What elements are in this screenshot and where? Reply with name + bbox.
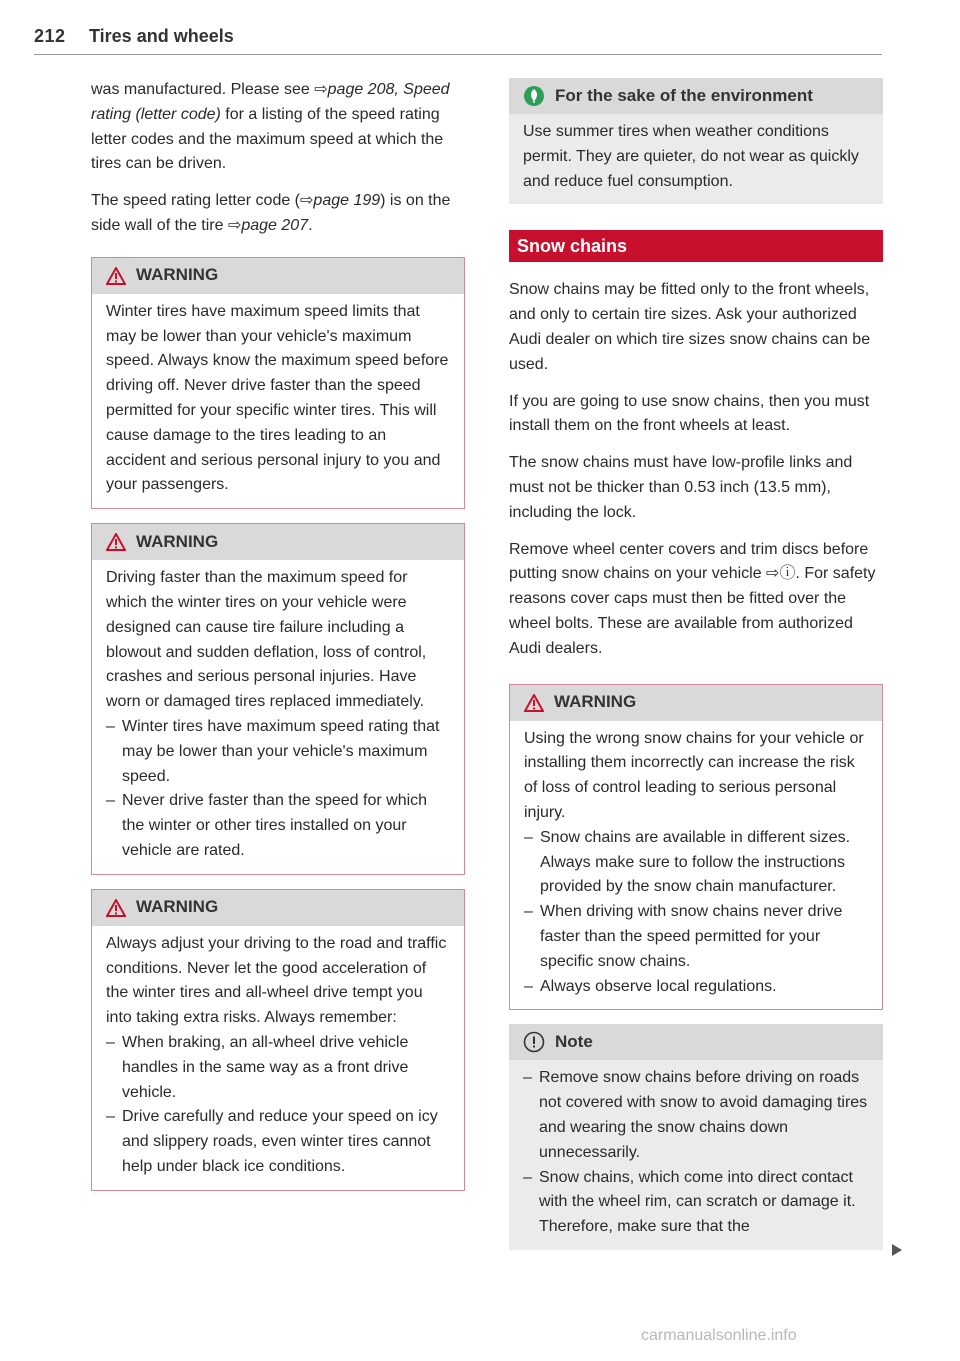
warning-list [106, 1031, 450, 1180]
environment-leaf-icon [523, 85, 545, 107]
note-list [523, 1066, 869, 1240]
warning-header: WARNING [510, 685, 882, 721]
cross-reference-link[interactable]: ⇨page 208, Speed rating (letter code) [91, 81, 450, 123]
paragraph: was manufactured. Please see ⇨page 208, Speed rating (letter code) for a listing of the speed rating letter codes and the maximum speed at which the tires can be driven. [91, 81, 450, 173]
warning-box [91, 257, 465, 509]
chapter-title: Tires and wheels [89, 26, 234, 46]
list-item: – When driving with snow chains never drive faster than the speed permitted for your specific snow chains. [524, 900, 868, 974]
cross-reference-link[interactable]: ⇨ⓘ [766, 565, 796, 583]
paragraph: The snow chains must have low-profile links and must not be thicker than 0.53 inch (13.5 mm), including the lock. [509, 454, 853, 521]
footer-watermark: carmanualsonline.info [641, 1327, 797, 1344]
right-column [509, 78, 883, 1264]
continue-arrow-icon [892, 1244, 902, 1256]
warning-body [92, 560, 464, 874]
warning-body [510, 721, 882, 1010]
list-item: – Remove snow chains before driving on roads not covered with snow to avoid damaging tires and wearing the snow chains down unnecessarily. [523, 1066, 869, 1165]
page-header [34, 26, 882, 55]
warning-text: Always adjust your driving to the road and traffic conditions. Never let the good acceleration of the winter tires and all-wheel drive tempt you into taking extra risks. Always remember: [106, 934, 447, 1027]
list-item: – Snow chains, which come into direct contact with the wheel rim, can scratch or damage it. Therefore, make sure that the [523, 1166, 869, 1240]
left-column [91, 78, 465, 1205]
list-item: – Drive carefully and reduce your speed on icy and slippery roads, even winter tires cannot help under black ice conditions. [106, 1105, 450, 1179]
warning-header: WARNING [92, 258, 464, 294]
warning-triangle-icon [106, 267, 126, 285]
paragraph: Remove wheel center covers and trim discs before putting snow chains on your vehicle ⇨ⓘ. For safety reasons cover caps must then be fitted over the wheel bolts. These are available from authorized Audi dealers. [509, 540, 876, 657]
warning-header: WARNING [92, 524, 464, 560]
paragraph: The speed rating letter code (⇨page 199) is on the side wall of the tire ⇨page 207. [91, 192, 451, 234]
warning-box [91, 523, 465, 875]
warning-list [106, 715, 450, 864]
cross-reference-link[interactable]: ⇨page 199 [300, 192, 381, 210]
page-number: 212 [34, 26, 66, 46]
warning-triangle-icon [106, 533, 126, 551]
list-item: – When braking, an all-wheel drive vehicle handles in the same way as a front drive vehicle. [106, 1031, 450, 1105]
warning-list [524, 826, 868, 1000]
warning-body [92, 294, 464, 508]
note-header: Note [509, 1024, 883, 1060]
list-item: – Snow chains are available in different sizes. Always make sure to follow the instructions provided by the snow chain manufacturer. [524, 826, 868, 900]
warning-box [509, 684, 883, 1011]
warning-text: Driving faster than the maximum speed for which the winter tires on your vehicle were designed can cause tire failure including a blowout and sudden deflation, loss of control, crashes and serious personal injuries. Have worn or damaged tires replaced immediately. [106, 569, 427, 711]
section-heading: Snow chains [509, 230, 883, 262]
note-exclamation-icon [523, 1031, 545, 1053]
paragraph: Snow chains may be fitted only to the front wheels, and only to certain tire sizes. Ask your authorized Audi dealer on which tire sizes snow chains can be used. [509, 281, 871, 373]
note-body [509, 1060, 883, 1250]
environment-header: For the sake of the environment [509, 78, 883, 114]
warning-header: WARNING [92, 890, 464, 926]
environment-body [509, 114, 883, 204]
environment-text: Use summer tires when weather conditions permit. They are quieter, do not wear as quickly and reduce fuel consumption. [523, 123, 859, 190]
warning-triangle-icon [106, 899, 126, 917]
list-item: – Winter tires have maximum speed rating that may be lower than your vehicle's maximum speed. [106, 715, 450, 789]
warning-body [92, 926, 464, 1190]
paragraph: If you are going to use snow chains, then you must install them on the front wheels at least. [509, 392, 870, 435]
warning-text: Winter tires have maximum speed limits that may be lower than your vehicle's maximum speed. Always know the maximum speed before driving off. Never drive faster than the speed permitted for your specific winter tires. This will cause damage to the tires leading to an accident and serious personal injury to you and your passengers. [106, 302, 449, 494]
cross-reference-link[interactable]: ⇨page 207 [227, 216, 309, 234]
warning-text: Using the wrong snow chains for your vehicle or installing them incorrectly can increase the risk of loss of control leading to serious personal injury. [524, 729, 864, 821]
list-item: – Always observe local regulations. [524, 975, 868, 1000]
note-box [509, 1024, 883, 1250]
environment-box [509, 78, 883, 204]
warning-triangle-icon [524, 694, 544, 712]
warning-box [91, 889, 465, 1191]
list-item: – Never drive faster than the speed for which the winter or other tires installed on your vehicle are rated. [106, 789, 450, 863]
